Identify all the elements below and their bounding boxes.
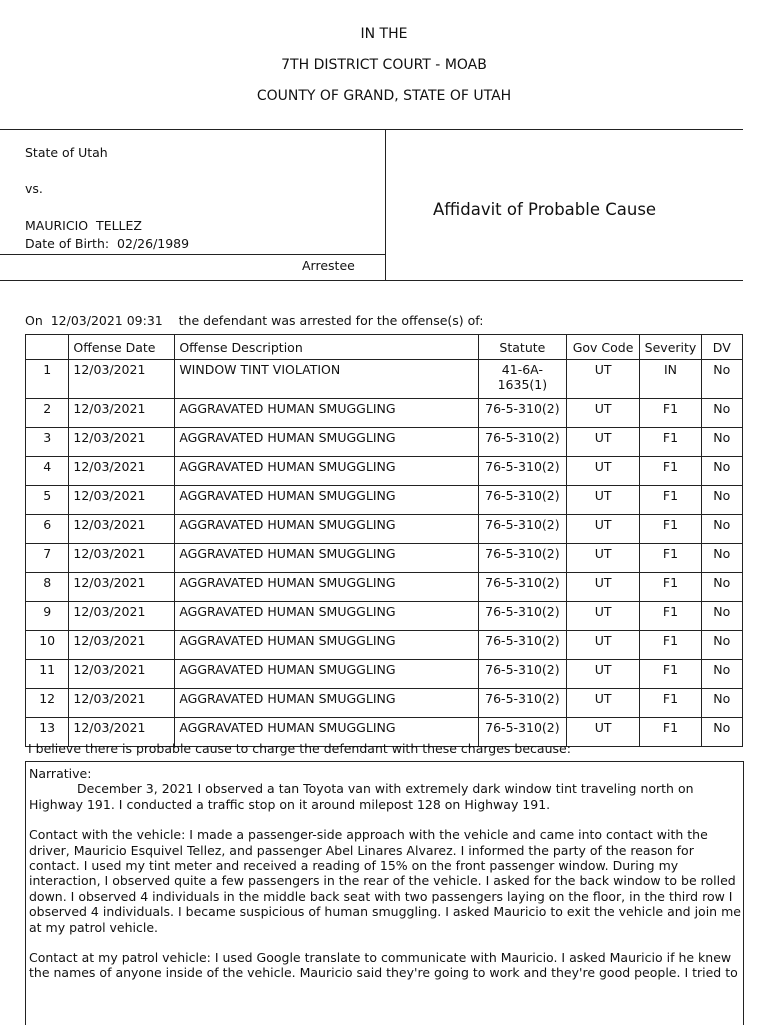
narrative-paragraph-1: December 3, 2021 I observed a tan Toyota van with extremely dark window tint traveling north on Highway 191. I conducted a traffic stop on it around milepost 128 on Highway 191. xyxy=(29,781,694,812)
narrative-text xyxy=(29,766,741,996)
row-statute: 76-5-310(2) xyxy=(479,573,567,602)
row-number: 3 xyxy=(26,428,69,457)
row-statute: 76-5-310(2) xyxy=(479,457,567,486)
row-gov-code: UT xyxy=(566,631,640,660)
row-offense-description: AGGRAVATED HUMAN SMUGGLING xyxy=(175,515,479,544)
table-row xyxy=(26,457,743,486)
row-gov-code: UT xyxy=(566,573,640,602)
row-offense-date: 12/03/2021 xyxy=(69,544,175,573)
row-gov-code: UT xyxy=(566,515,640,544)
row-statute: 76-5-310(2) xyxy=(479,486,567,515)
arrestee-label: Arrestee xyxy=(302,258,355,273)
row-statute: 76-5-310(2) xyxy=(479,428,567,457)
document-title: Affidavit of Probable Cause xyxy=(433,200,657,219)
row-gov-code: UT xyxy=(566,399,640,428)
row-gov-code: UT xyxy=(566,689,640,718)
table-row xyxy=(26,399,743,428)
row-gov-code: UT xyxy=(566,457,640,486)
row-offense-date: 12/03/2021 xyxy=(69,486,175,515)
row-gov-code: UT xyxy=(566,660,640,689)
offense-table-header xyxy=(26,335,743,360)
row-dv: No xyxy=(701,602,742,631)
row-statute: 76-5-310(2) xyxy=(479,718,567,747)
court-heading-in-the: IN THE xyxy=(360,26,408,42)
offense-table xyxy=(25,334,743,747)
header-statute: Statute xyxy=(479,335,567,360)
case-caption xyxy=(0,129,743,281)
header-gov-code: Gov Code xyxy=(566,335,640,360)
row-statute: 76-5-310(2) xyxy=(479,544,567,573)
row-dv: No xyxy=(701,718,742,747)
row-offense-date: 12/03/2021 xyxy=(69,399,175,428)
row-dv: No xyxy=(701,660,742,689)
row-offense-date: 12/03/2021 xyxy=(69,631,175,660)
row-offense-description: AGGRAVATED HUMAN SMUGGLING xyxy=(175,718,479,747)
row-offense-date: 12/03/2021 xyxy=(69,360,175,399)
row-severity: F1 xyxy=(640,544,701,573)
row-gov-code: UT xyxy=(566,428,640,457)
row-offense-date: 12/03/2021 xyxy=(69,515,175,544)
row-offense-date: 12/03/2021 xyxy=(69,457,175,486)
row-severity: F1 xyxy=(640,428,701,457)
row-gov-code: UT xyxy=(566,360,640,399)
header-number xyxy=(26,335,69,360)
row-gov-code: UT xyxy=(566,544,640,573)
row-offense-description: AGGRAVATED HUMAN SMUGGLING xyxy=(175,544,479,573)
row-number: 5 xyxy=(26,486,69,515)
plaintiff-name: State of Utah xyxy=(25,145,108,160)
row-offense-date: 12/03/2021 xyxy=(69,573,175,602)
table-row xyxy=(26,515,743,544)
row-number: 1 xyxy=(26,360,69,399)
row-severity: F1 xyxy=(640,660,701,689)
row-statute: 76-5-310(2) xyxy=(479,631,567,660)
row-severity: F1 xyxy=(640,515,701,544)
header-dv: DV xyxy=(701,335,742,360)
table-row xyxy=(26,428,743,457)
row-dv: No xyxy=(701,573,742,602)
probable-cause-statement: I believe there is probable cause to charge the defendant with these charges because: xyxy=(28,741,571,756)
row-offense-date: 12/03/2021 xyxy=(69,689,175,718)
defendant-name: MAURICIO TELLEZ xyxy=(25,218,142,233)
row-dv: No xyxy=(701,457,742,486)
table-row xyxy=(26,631,743,660)
table-row xyxy=(26,544,743,573)
row-severity: F1 xyxy=(640,631,701,660)
row-dv: No xyxy=(701,544,742,573)
row-offense-description: WINDOW TINT VIOLATION xyxy=(175,360,479,399)
row-number: 8 xyxy=(26,573,69,602)
row-offense-description: AGGRAVATED HUMAN SMUGGLING xyxy=(175,428,479,457)
row-severity: F1 xyxy=(640,399,701,428)
row-offense-date: 12/03/2021 xyxy=(69,428,175,457)
row-statute: 76-5-310(2) xyxy=(479,399,567,428)
row-offense-description: AGGRAVATED HUMAN SMUGGLING xyxy=(175,457,479,486)
court-heading-county: COUNTY OF GRAND, STATE OF UTAH xyxy=(256,88,512,104)
narrative-paragraph-2: Contact with the vehicle: I made a passenger-side approach with the vehicle and came into contact with the driver, Mauricio Esquivel Tellez, and passenger Abel Linares Alvarez. I informed the party of the reason for contact. I used my tint meter and received a reading of 15% on the front passenger window. During my interaction, I observed quite a few passengers in the rear of the vehicle. I asked for the back window to be rolled down. I observed 4 individuals in the middle back seat with two passengers laying on the floor, in the third row I observed 4 individuals. I became suspicious of human smuggling. I asked Mauricio to exit the vehicle and join me at my patrol vehicle. xyxy=(29,827,741,935)
row-statute: 76-5-310(2) xyxy=(479,602,567,631)
row-number: 13 xyxy=(26,718,69,747)
header-severity: Severity xyxy=(640,335,701,360)
row-offense-date: 12/03/2021 xyxy=(69,660,175,689)
table-row xyxy=(26,486,743,515)
row-number: 11 xyxy=(26,660,69,689)
versus-label: vs. xyxy=(25,181,43,196)
row-statute: 41-6A-1635(1) xyxy=(479,360,567,399)
caption-divider xyxy=(385,130,386,280)
row-gov-code: UT xyxy=(566,486,640,515)
row-offense-date: 12/03/2021 xyxy=(69,718,175,747)
table-row xyxy=(26,360,743,399)
table-row xyxy=(26,689,743,718)
row-offense-description: AGGRAVATED HUMAN SMUGGLING xyxy=(175,486,479,515)
table-row xyxy=(26,660,743,689)
row-offense-description: AGGRAVATED HUMAN SMUGGLING xyxy=(175,399,479,428)
row-offense-description: AGGRAVATED HUMAN SMUGGLING xyxy=(175,602,479,631)
row-statute: 76-5-310(2) xyxy=(479,515,567,544)
row-gov-code: UT xyxy=(566,718,640,747)
row-number: 6 xyxy=(26,515,69,544)
row-number: 2 xyxy=(26,399,69,428)
court-heading-name: 7TH DISTRICT COURT - MOAB xyxy=(281,57,487,73)
row-severity: F1 xyxy=(640,486,701,515)
defendant-dob: Date of Birth: 02/26/1989 xyxy=(25,236,190,251)
row-offense-description: AGGRAVATED HUMAN SMUGGLING xyxy=(175,631,479,660)
row-dv: No xyxy=(701,486,742,515)
row-statute: 76-5-310(2) xyxy=(479,660,567,689)
row-number: 10 xyxy=(26,631,69,660)
row-number: 4 xyxy=(26,457,69,486)
arrest-statement: On 12/03/2021 09:31 the defendant was arrested for the offense(s) of: xyxy=(25,313,484,328)
row-number: 12 xyxy=(26,689,69,718)
table-row xyxy=(26,573,743,602)
narrative-label: Narrative: xyxy=(29,766,92,781)
table-row xyxy=(26,602,743,631)
row-severity: IN xyxy=(640,360,701,399)
row-severity: F1 xyxy=(640,602,701,631)
row-dv: No xyxy=(701,689,742,718)
row-offense-description: AGGRAVATED HUMAN SMUGGLING xyxy=(175,689,479,718)
header-offense-date: Offense Date xyxy=(69,335,175,360)
row-dv: No xyxy=(701,399,742,428)
row-offense-date: 12/03/2021 xyxy=(69,602,175,631)
row-severity: F1 xyxy=(640,573,701,602)
narrative-paragraph-3: Contact at my patrol vehicle: I used Google translate to communicate with Mauricio. I asked Mauricio if he knew the names of anyone inside of the vehicle. Mauricio said they're going to work and they're good people. I tried to xyxy=(29,950,738,981)
row-severity: F1 xyxy=(640,689,701,718)
narrative-box xyxy=(25,761,744,1025)
row-dv: No xyxy=(701,631,742,660)
header-offense-description: Offense Description xyxy=(175,335,479,360)
row-dv: No xyxy=(701,428,742,457)
row-severity: F1 xyxy=(640,457,701,486)
row-dv: No xyxy=(701,360,742,399)
row-number: 7 xyxy=(26,544,69,573)
row-dv: No xyxy=(701,515,742,544)
row-number: 9 xyxy=(26,602,69,631)
row-offense-description: AGGRAVATED HUMAN SMUGGLING xyxy=(175,573,479,602)
row-offense-description: AGGRAVATED HUMAN SMUGGLING xyxy=(175,660,479,689)
row-gov-code: UT xyxy=(566,602,640,631)
row-severity: F1 xyxy=(640,718,701,747)
row-statute: 76-5-310(2) xyxy=(479,689,567,718)
